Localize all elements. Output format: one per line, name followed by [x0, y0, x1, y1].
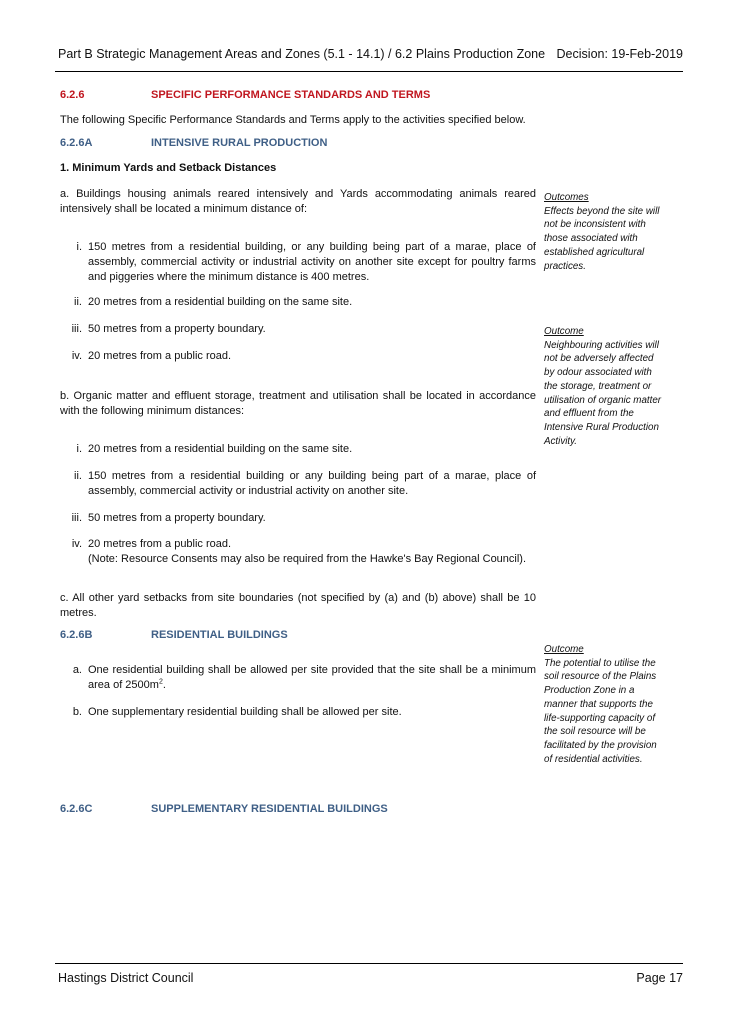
header-title: Part B Strategic Management Areas and Zones (5.1 - 14.1) / 6.2 Plains Production Zone: [58, 47, 546, 61]
subsection-a-title: INTENSIVE RURAL PRODUCTION: [151, 137, 328, 149]
subsection-c-title: SUPPLEMENTARY RESIDENTIAL BUILDINGS: [151, 803, 388, 815]
subsection-b-title: RESIDENTIAL BUILDINGS: [151, 629, 288, 641]
outcome-note-odour: Outcome Neighbouring activities will not be adversely affected by odour associated with the storage, treatment or utilisation of organic matter and effluent from the Intensive Rural Production Activity.: [544, 326, 662, 447]
header-decision-date: Decision: 19-Feb-2019: [556, 47, 683, 61]
para-b: b. Organic matter and effluent storage, treatment and utilisation shall be located in accordance with the following minimum distances:: [60, 390, 536, 417]
section-title: SPECIFIC PERFORMANCE STANDARDS AND TERMS: [151, 89, 431, 101]
page-header: [58, 47, 683, 61]
subsection-b-number: 6.2.6B: [60, 629, 93, 641]
page-number: Page 17: [636, 971, 683, 985]
footer-council-name: Hastings District Council: [58, 971, 194, 985]
para-c: c. All other yard setbacks from site boundaries (not specified by (a) and (b) above) shall be 10 metres.: [60, 592, 536, 619]
subsection-a-number: 6.2.6A: [60, 137, 93, 149]
outcome-note-soil: Outcome The potential to utilise the soil resource of the Plains Production Zone in a manner that supports the life-supporting capacity of the soil resource will be facilitated by the provision of residential activities.: [544, 644, 657, 765]
section-number: 6.2.6: [60, 89, 85, 101]
subsection-c-number: 6.2.6C: [60, 803, 93, 815]
outcome-note-effects: Outcomes Effects beyond the site will not be inconsistent with those associated with established agricultural practices.: [544, 192, 660, 272]
section-intro: The following Specific Performance Standards and Terms apply to the activities specified below.: [60, 114, 526, 126]
footer-divider: [55, 963, 683, 964]
page-footer: [58, 971, 683, 985]
header-divider: [55, 71, 683, 72]
yards-heading: 1. Minimum Yards and Setback Distances: [60, 162, 277, 174]
para-a: a. Buildings housing animals reared intensively and Yards accommodating animals reared intensively shall be located a minimum distance of:: [60, 188, 536, 215]
